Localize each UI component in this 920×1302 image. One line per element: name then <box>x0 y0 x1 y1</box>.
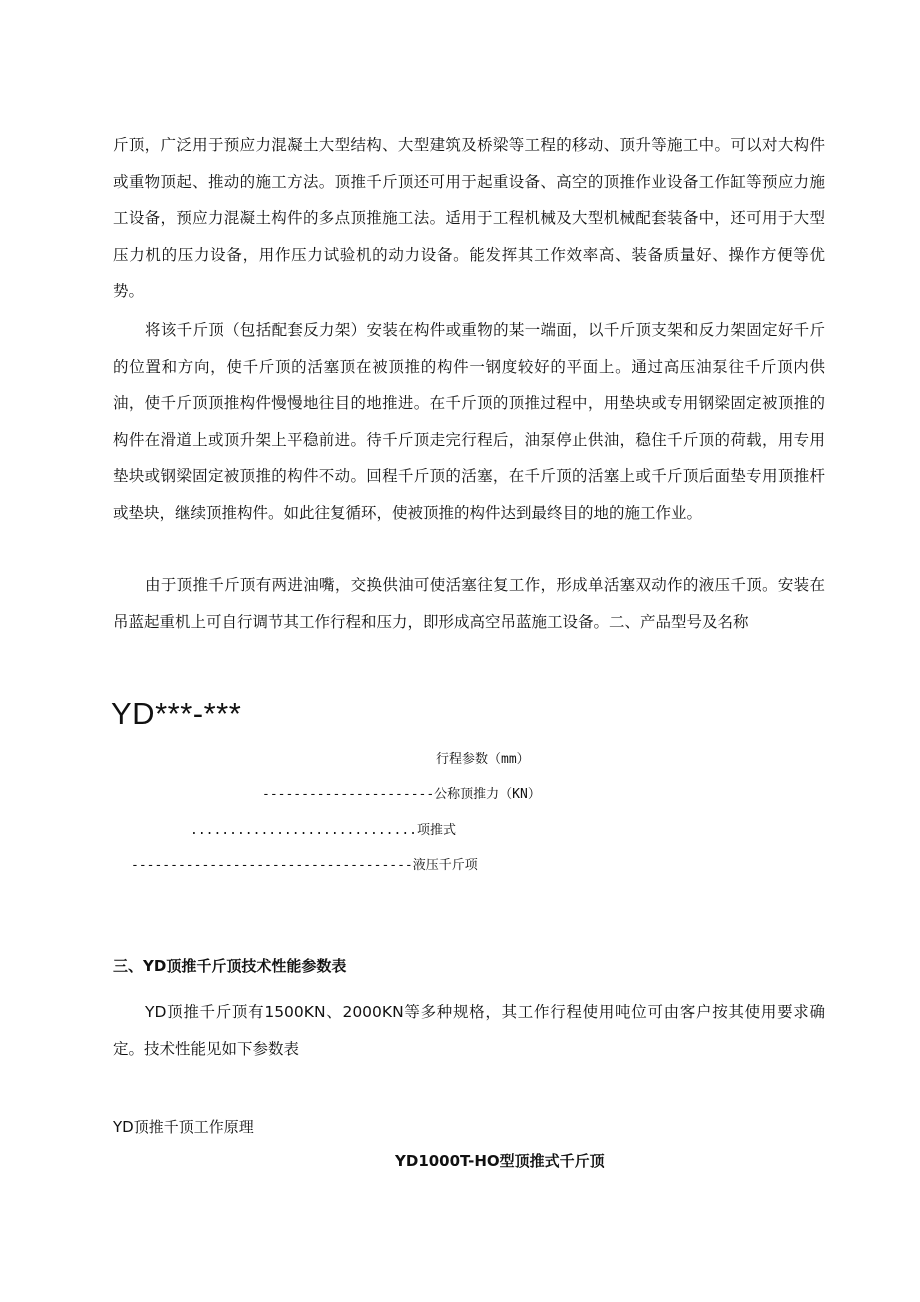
model-code: YD***-*** <box>111 696 242 731</box>
legend-hydraulic-jack: ------------------------------------液压千斤项 <box>131 858 478 873</box>
section-3-heading: 三、YD顶推千斤顶技术性能参数表 <box>113 957 347 975</box>
legend-stroke-parameter: 行程参数（mm） <box>436 752 530 767</box>
paragraph-procedure: 将该千斤顶（包括配套反力架）安装在构件或重物的某一端面，以千斤顶支架和反力架固定好千斤的位置和方向，使千斤顶的活塞顶在被顶推的构件一钢度较好的平面上。通过高压油泵往千斤顶内供油，使千斤顶顶推构件慢慢地往目的地推进。在千斤顶的顶推过程中，用垫块或专用钢梁固定被顶推的构件在滑道上或顶升架上平稳前进。待千斤顶走完行程后，油泵停止供油，稳住千斤顶的荷载，用专用垫块或钢梁固定被顶推的构件不动。回程千斤顶的活塞，在千斤顶的活塞上或千斤顶后面垫专用顶推杆或垫块，继续顶推构件。如此往复循环，使被顶推的构件达到最终目的地的施工作业。 <box>113 321 825 522</box>
working-principle-caption: YD顶推千顶工作原理 <box>113 1118 254 1136</box>
legend-nominal-thrust: ----------------------公称顶推力（KN） <box>262 787 541 802</box>
paragraph-double-action: 由于顶推千斤顶有两进油嘴，交换供油可使活塞往复工作，形成单活塞双动作的液压千顶。安装在吊蓝起重机上可自行调节其工作行程和压力，即形成高空吊蓝施工设备。二、产品型号及名称 <box>113 576 825 631</box>
paragraph-applications: 斤顶，广泛用于预应力混凝土大型结构、大型建筑及桥梁等工程的移动、顶升等施工中。可以对大构件或重物顶起、推动的施工方法。顶推千斤顶还可用于起重设备、高空的顶推作业设备工作缸等预应力施工设备，预应力混凝土构件的多点顶推施工法。适用于工程机械及大型机械配套装备中，还可用于大型压力机的压力设备，用作压力试验机的动力设备。能发挥其工作效率高、装备质量好、操作方便等优势。 <box>113 136 825 300</box>
table-title: YD1000T-HO型顶推式千斤顶 <box>395 1152 605 1170</box>
legend-push-type: .............................项推式 <box>190 823 456 838</box>
section-3-body: YD顶推千斤顶有1500KN、2000KN等多种规格，其工作行程使用吨位可由客户按其使用要求确定。技术性能见如下参数表 <box>113 1003 825 1058</box>
